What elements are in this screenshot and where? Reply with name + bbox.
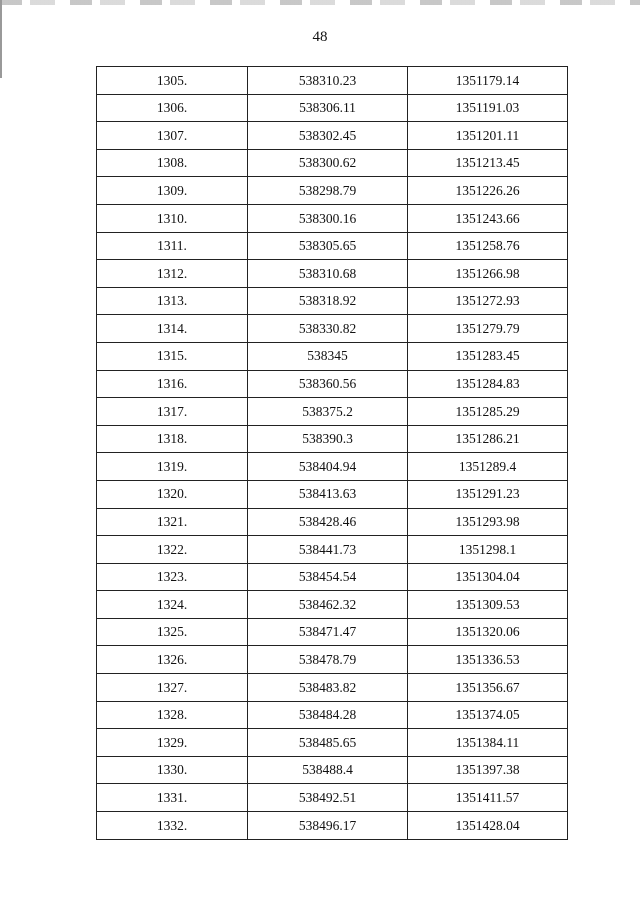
x-coordinate-cell: 538305.65 (248, 232, 408, 260)
y-coordinate-cell: 1351284.83 (408, 370, 568, 398)
x-coordinate-cell: 538413.63 (248, 480, 408, 508)
point-number-cell: 1332. (97, 812, 248, 840)
table-row (97, 149, 568, 177)
x-coordinate-cell: 538471.47 (248, 618, 408, 646)
x-coordinate-cell: 538484.28 (248, 701, 408, 729)
point-number-cell: 1317. (97, 398, 248, 426)
table-row (97, 425, 568, 453)
x-coordinate-cell: 538492.51 (248, 784, 408, 812)
table-row (97, 122, 568, 150)
y-coordinate-cell: 1351201.11 (408, 122, 568, 150)
y-coordinate-cell: 1351286.21 (408, 425, 568, 453)
point-number-cell: 1308. (97, 149, 248, 177)
table-row (97, 398, 568, 426)
point-number-cell: 1318. (97, 425, 248, 453)
point-number-cell: 1322. (97, 536, 248, 564)
table-row (97, 370, 568, 398)
table-row (97, 94, 568, 122)
table-row (97, 646, 568, 674)
table-row (97, 812, 568, 840)
y-coordinate-cell: 1351291.23 (408, 480, 568, 508)
table-row (97, 591, 568, 619)
x-coordinate-cell: 538330.82 (248, 315, 408, 343)
x-coordinate-cell: 538485.65 (248, 729, 408, 757)
y-coordinate-cell: 1351258.76 (408, 232, 568, 260)
y-coordinate-cell: 1351279.79 (408, 315, 568, 343)
table-row (97, 315, 568, 343)
table-row (97, 618, 568, 646)
x-coordinate-cell: 538300.62 (248, 149, 408, 177)
y-coordinate-cell: 1351179.14 (408, 67, 568, 95)
y-coordinate-cell: 1351298.1 (408, 536, 568, 564)
y-coordinate-cell: 1351397.38 (408, 756, 568, 784)
x-coordinate-cell: 538302.45 (248, 122, 408, 150)
table-row (97, 508, 568, 536)
point-number-cell: 1307. (97, 122, 248, 150)
y-coordinate-cell: 1351309.53 (408, 591, 568, 619)
point-number-cell: 1305. (97, 67, 248, 95)
table-row (97, 784, 568, 812)
x-coordinate-cell: 538454.54 (248, 563, 408, 591)
point-number-cell: 1326. (97, 646, 248, 674)
y-coordinate-cell: 1351356.67 (408, 674, 568, 702)
y-coordinate-cell: 1351266.98 (408, 260, 568, 288)
x-coordinate-cell: 538441.73 (248, 536, 408, 564)
point-number-cell: 1319. (97, 453, 248, 481)
y-coordinate-cell: 1351285.29 (408, 398, 568, 426)
x-coordinate-cell: 538488.4 (248, 756, 408, 784)
y-coordinate-cell: 1351304.04 (408, 563, 568, 591)
scan-edge-artifact (0, 0, 640, 5)
point-number-cell: 1328. (97, 701, 248, 729)
point-number-cell: 1315. (97, 342, 248, 370)
table-row (97, 674, 568, 702)
y-coordinate-cell: 1351336.53 (408, 646, 568, 674)
table-row (97, 729, 568, 757)
point-number-cell: 1311. (97, 232, 248, 260)
table-row (97, 204, 568, 232)
coordinates-table-body (97, 67, 568, 840)
point-number-cell: 1313. (97, 287, 248, 315)
x-coordinate-cell: 538478.79 (248, 646, 408, 674)
x-coordinate-cell: 538298.79 (248, 177, 408, 205)
point-number-cell: 1309. (97, 177, 248, 205)
point-number-cell: 1325. (97, 618, 248, 646)
y-coordinate-cell: 1351213.45 (408, 149, 568, 177)
y-coordinate-cell: 1351293.98 (408, 508, 568, 536)
table-row (97, 536, 568, 564)
table-row (97, 701, 568, 729)
x-coordinate-cell: 538310.68 (248, 260, 408, 288)
x-coordinate-cell: 538375.2 (248, 398, 408, 426)
table-row (97, 232, 568, 260)
point-number-cell: 1331. (97, 784, 248, 812)
point-number-cell: 1320. (97, 480, 248, 508)
point-number-cell: 1327. (97, 674, 248, 702)
y-coordinate-cell: 1351226.26 (408, 177, 568, 205)
point-number-cell: 1323. (97, 563, 248, 591)
point-number-cell: 1314. (97, 315, 248, 343)
table-row (97, 453, 568, 481)
table-row (97, 756, 568, 784)
table-row (97, 480, 568, 508)
x-coordinate-cell: 538404.94 (248, 453, 408, 481)
y-coordinate-cell: 1351411.57 (408, 784, 568, 812)
coordinates-table (96, 66, 568, 840)
x-coordinate-cell: 538310.23 (248, 67, 408, 95)
y-coordinate-cell: 1351374.05 (408, 701, 568, 729)
point-number-cell: 1321. (97, 508, 248, 536)
table-row (97, 177, 568, 205)
x-coordinate-cell: 538360.56 (248, 370, 408, 398)
y-coordinate-cell: 1351191.03 (408, 94, 568, 122)
y-coordinate-cell: 1351384.11 (408, 729, 568, 757)
x-coordinate-cell: 538496.17 (248, 812, 408, 840)
y-coordinate-cell: 1351289.4 (408, 453, 568, 481)
point-number-cell: 1316. (97, 370, 248, 398)
y-coordinate-cell: 1351272.93 (408, 287, 568, 315)
y-coordinate-cell: 1351283.45 (408, 342, 568, 370)
y-coordinate-cell: 1351243.66 (408, 204, 568, 232)
table-row (97, 342, 568, 370)
point-number-cell: 1329. (97, 729, 248, 757)
x-coordinate-cell: 538345 (248, 342, 408, 370)
point-number-cell: 1312. (97, 260, 248, 288)
table-row (97, 563, 568, 591)
x-coordinate-cell: 538318.92 (248, 287, 408, 315)
page-number: 48 (312, 29, 328, 45)
x-coordinate-cell: 538428.46 (248, 508, 408, 536)
table-row (97, 260, 568, 288)
point-number-cell: 1306. (97, 94, 248, 122)
x-coordinate-cell: 538483.82 (248, 674, 408, 702)
x-coordinate-cell: 538390.3 (248, 425, 408, 453)
table-row (97, 67, 568, 95)
point-number-cell: 1324. (97, 591, 248, 619)
point-number-cell: 1310. (97, 204, 248, 232)
x-coordinate-cell: 538306.11 (248, 94, 408, 122)
x-coordinate-cell: 538462.32 (248, 591, 408, 619)
y-coordinate-cell: 1351428.04 (408, 812, 568, 840)
y-coordinate-cell: 1351320.06 (408, 618, 568, 646)
point-number-cell: 1330. (97, 756, 248, 784)
table-row (97, 287, 568, 315)
x-coordinate-cell: 538300.16 (248, 204, 408, 232)
